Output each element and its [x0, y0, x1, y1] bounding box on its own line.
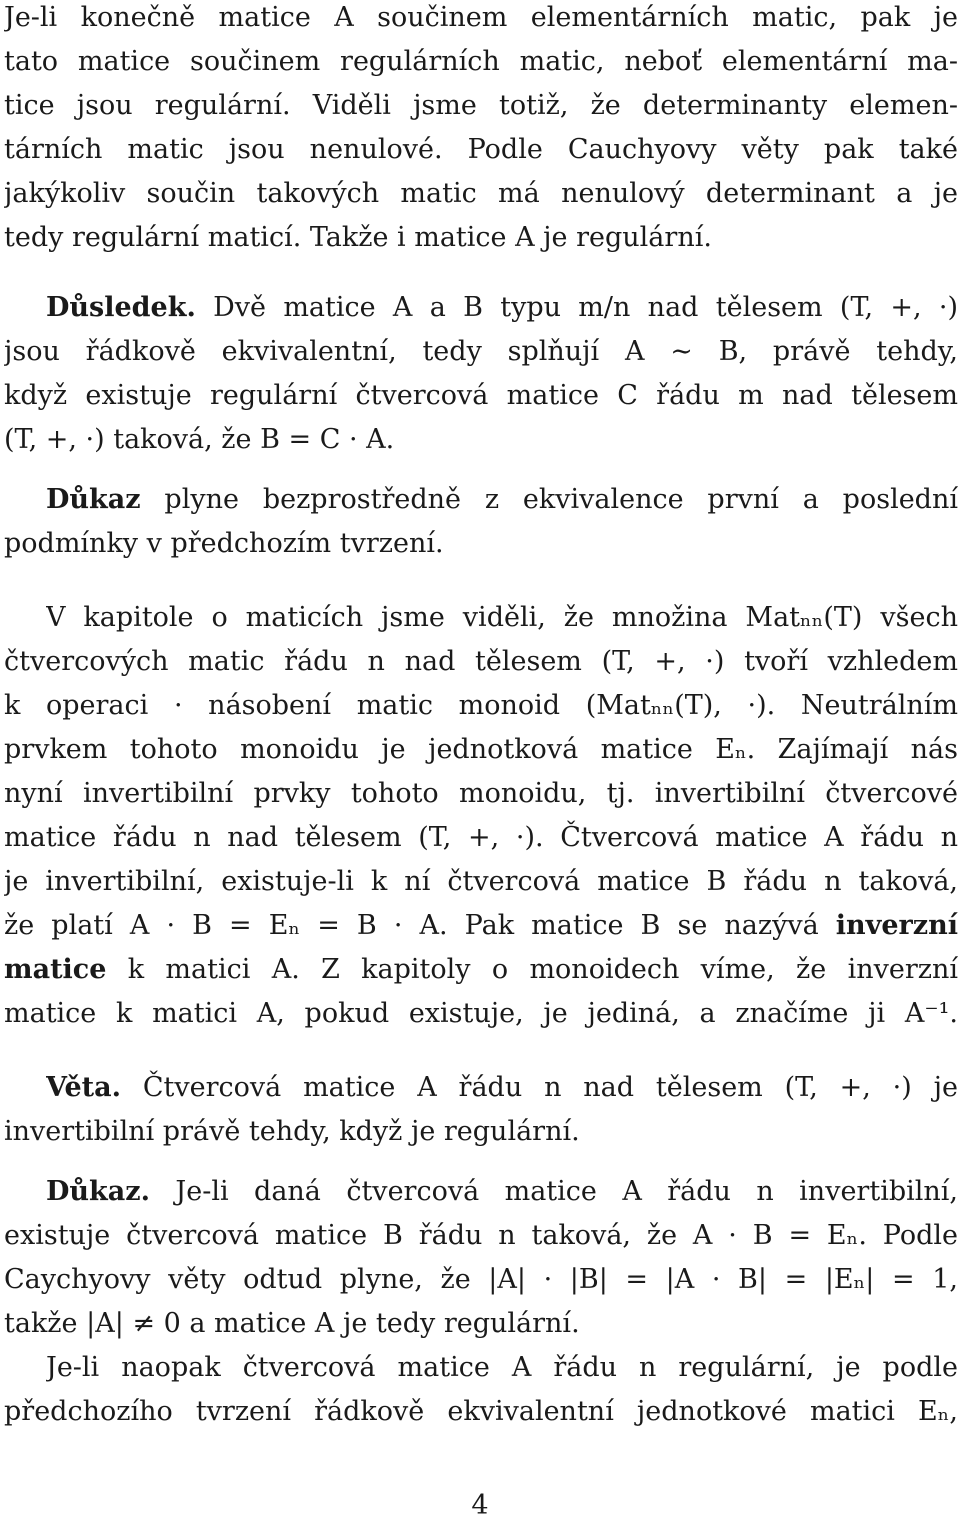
proof-line: Důkaz plyne bezprostředně z ekvivalence první a poslední	[46, 484, 958, 515]
text-line: jsou řádkově ekvivalentní, tedy splňují A ∼ B, právě tehdy,	[4, 336, 958, 367]
text-line: invertibilní právě tehdy, když je regulární.	[4, 1116, 580, 1147]
text-line: předchozího tvrzení řádkově ekvivalentní jednotkové matici Eₙ,	[4, 1396, 958, 1427]
text-line: Je-li konečně matice A součinem elementárních matic, pak je	[4, 2, 958, 33]
text-line: podmínky v předchozím tvrzení.	[4, 528, 444, 559]
page-number: 4	[471, 1490, 489, 1521]
text-line: Je-li naopak čtvercová matice A řádu n regulární, je podle	[46, 1352, 958, 1383]
text-line: matice k matici A. Z kapitoly o monoidech víme, že inverzní	[4, 954, 958, 985]
text-line: V kapitole o maticích jsme viděli, že množina Matₙₙ(T) všech	[46, 602, 958, 633]
text-line: nyní invertibilní prvky tohoto monoidu, tj. invertibilní čtvercové	[4, 778, 958, 809]
text-line: prvkem tohoto monoidu je jednotková matice Eₙ. Zajímají nás	[4, 734, 958, 765]
corollary-line: Důsledek. Dvě matice A a B typu m/n nad tělesem (T, +, ·)	[46, 292, 958, 323]
text-line: tedy regulární maticí. Takže i matice A je regulární.	[4, 222, 712, 253]
text-line: tice jsou regulární. Viděli jsme totiž, že determinanty elemen-	[4, 90, 958, 121]
text-line: existuje čtvercová matice B řádu n taková, že A · B = Eₙ. Podle	[4, 1220, 958, 1251]
proof-line: Důkaz. Je-li daná čtvercová matice A řádu n invertibilní,	[46, 1176, 958, 1207]
text-line: jakýkoliv součin takových matic má nenulový determinant a je	[4, 178, 958, 209]
text-line: když existuje regulární čtvercová matice C řádu m nad tělesem	[4, 380, 958, 411]
text-line: tárních matic jsou nenulové. Podle Cauchyovy věty pak také	[4, 134, 958, 165]
text-line: matice k matici A, pokud existuje, je jediná, a značíme ji A⁻¹.	[4, 998, 958, 1029]
text-line: tato matice součinem regulárních matic, neboť elementární ma-	[4, 46, 958, 77]
text-line: k operaci · násobení matic monoid (Matₙₙ(T), ·). Neutrálním	[4, 690, 958, 721]
text-line: takže |A| ≠ 0 a matice A je tedy regulární.	[4, 1308, 580, 1339]
theorem-line: Věta. Čtvercová matice A řádu n nad tělesem (T, +, ·) je	[46, 1072, 958, 1103]
text-line: že platí A · B = Eₙ = B · A. Pak matice B se nazývá inverzní	[4, 910, 958, 941]
text-line: Caychyovy věty odtud plyne, že |A| · |B| = |A · B| = |Eₙ| = 1,	[4, 1264, 958, 1295]
text-line: čtvercových matic řádu n nad tělesem (T, +, ·) tvoří vzhledem	[4, 646, 958, 677]
text-line: matice řádu n nad tělesem (T, +, ·). Čtvercová matice A řádu n	[4, 822, 958, 853]
text-line: je invertibilní, existuje-li k ní čtvercová matice B řádu n taková,	[4, 866, 958, 897]
text-line: (T, +, ·) taková, že B = C · A.	[4, 424, 395, 455]
